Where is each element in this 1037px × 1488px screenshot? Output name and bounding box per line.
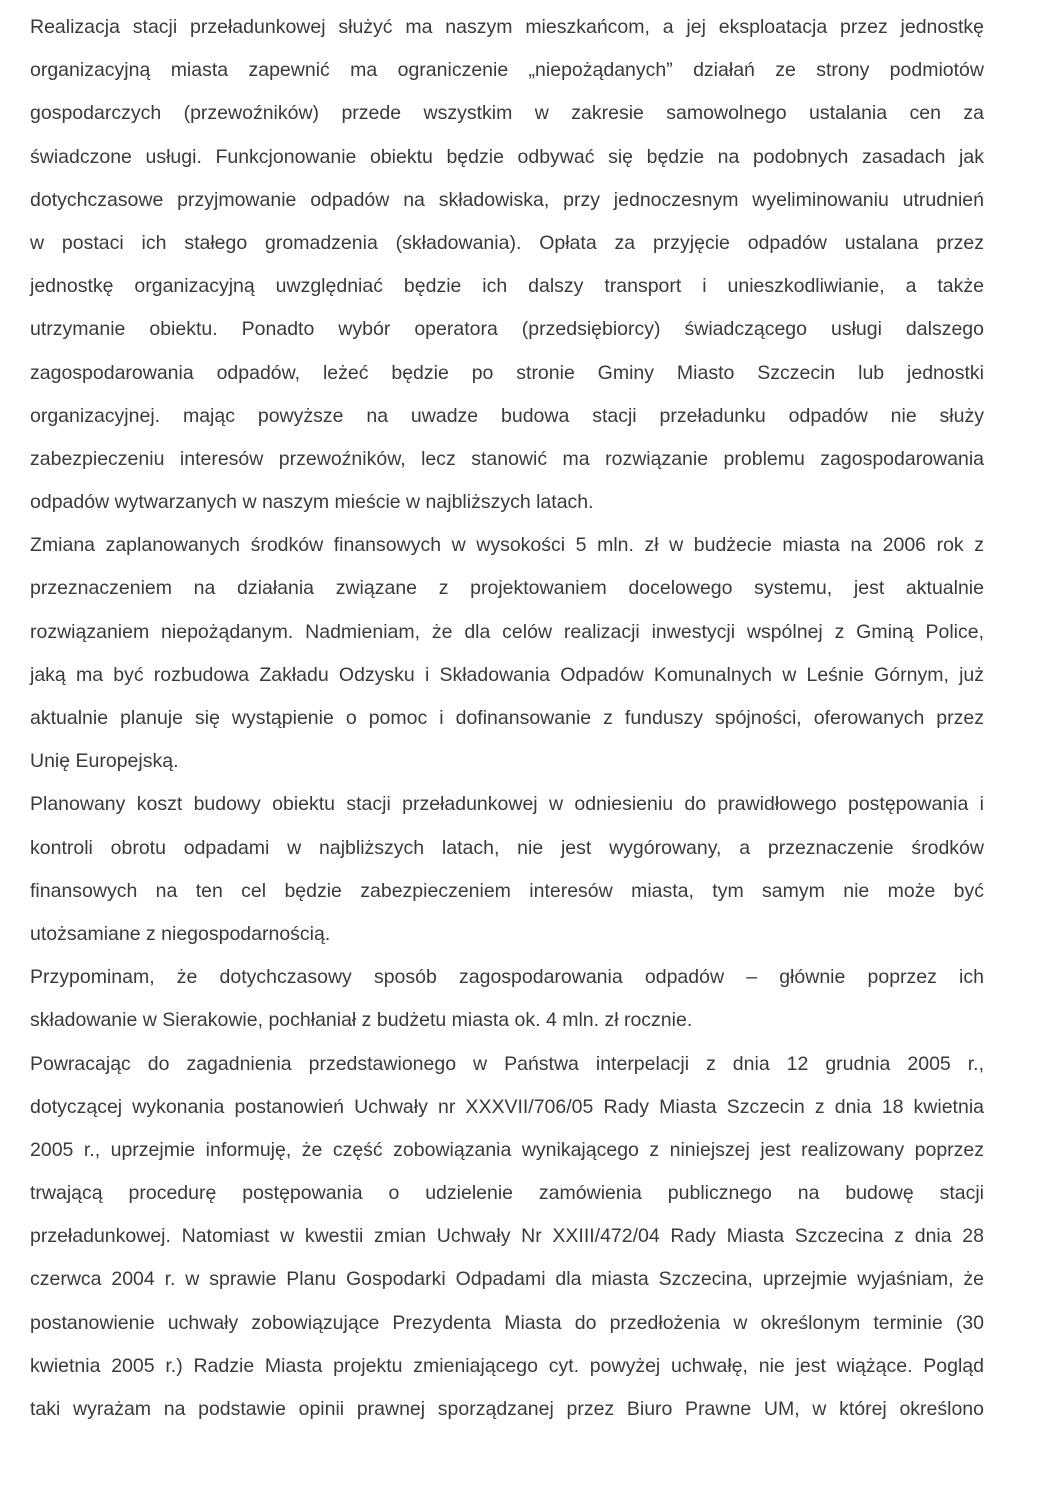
text-line: dotychczasowe przyjmowanie odpadów na składowiska, przy jednoczesnym wyeliminowaniu utrudnień bbox=[30, 188, 984, 211]
paragraph-interpellation-response bbox=[30, 1043, 984, 1432]
paragraph-transfer-station-purpose bbox=[30, 6, 984, 524]
text-line: zabezpieczeniu interesów przewoźników, lecz stanowić ma rozwiązanie problemu zagospodarowania bbox=[30, 447, 984, 470]
text-line: Przypominam, że dotychczasowy sposób zagospodarowania odpadów – głównie poprzez ich bbox=[30, 966, 984, 989]
text-line: postanowienie uchwały zobowiązujące Prezydenta Miasta do przedłożenia w określonym terminie (30 bbox=[30, 1311, 984, 1334]
text-line: Unię Europejską. bbox=[30, 750, 179, 773]
text-line: jaką ma być rozbudowa Zakładu Odzysku i Składowania Odpadów Komunalnych w Leśnie Górnym, już bbox=[30, 663, 984, 686]
text-line: aktualnie planuje się wystąpienie o pomoc i dofinansowanie z funduszy spójności, oferowanych przez bbox=[30, 707, 984, 729]
text-line: przeładunkowej. Natomiast w kwestii zmian Uchwały Nr XXIII/472/04 Rady Miasta Szczecina z dnia 28 bbox=[30, 1225, 984, 1248]
text-line: przeznaczeniem na działania związane z projektowaniem docelowego systemu, jest aktualnie bbox=[30, 577, 984, 600]
paragraph-budget-change bbox=[30, 524, 984, 783]
text-line: rozwiązaniem niepożądanym. Nadmieniam, że dla celów realizacji inwestycji wspólnej z Gminą Police, bbox=[30, 620, 984, 643]
text-line: dotyczącej wykonania postanowień Uchwały nr XXXVII/706/05 Rady Miasta Szczecin z dnia 18 kwietnia bbox=[30, 1095, 984, 1118]
text-line: Planowany koszt budowy obiektu stacji przeładunkowej w odniesieniu do prawidłowego postępowania i bbox=[30, 793, 984, 816]
text-line: kontroli obrotu odpadami w najbliższych latach, nie jest wygórowany, a przeznaczenie środków bbox=[30, 836, 984, 859]
text-line: składowanie w Sierakowie, pochłaniał z budżetu miasta ok. 4 mln. zł rocznie. bbox=[30, 1009, 693, 1032]
text-line: utożsamiane z niegospodarnością. bbox=[30, 922, 331, 945]
text-line: jednostkę organizacyjną uwzględniać będzie ich dalszy transport i unieszkodliwianie, a także bbox=[30, 275, 984, 298]
text-line: kwietnia 2005 r.) Radzie Miasta projektu zmieniającego cyt. powyżej uchwałę, nie jest wiążące. Pogląd bbox=[30, 1354, 984, 1377]
paragraph-planned-cost bbox=[30, 783, 984, 956]
text-line: taki wyrażam na podstawie opinii prawnej sporządzanej przez Biuro Prawne UM, w której określono bbox=[30, 1398, 984, 1420]
text-line: Powracając do zagadnienia przedstawionego w Państwa interpelacji z dnia 12 grudnia 2005 r., bbox=[30, 1052, 984, 1075]
text-line: finansowych na ten cel będzie zabezpieczeniem interesów miasta, tym samym nie może być bbox=[30, 879, 984, 902]
text-line: w postaci ich stałego gromadzenia (składowania). Opłata za przyjęcie odpadów ustalana przez bbox=[30, 231, 984, 254]
text-line: gospodarczych (przewoźników) przede wszystkim w zakresie samowolnego ustalania cen za bbox=[30, 102, 984, 125]
paragraph-previous-disposal bbox=[30, 956, 984, 1042]
text-line: trwającą procedurę postępowania o udzielenie zamówienia publicznego na budowę stacji bbox=[30, 1182, 984, 1205]
text-line: Realizacja stacji przeładunkowej służyć ma naszym mieszkańcom, a jej eksploatacja przez jednostkę bbox=[30, 16, 984, 38]
text-line: utrzymanie obiektu. Ponadto wybór operatora (przedsiębiorcy) świadczącego usługi dalszego bbox=[30, 318, 984, 341]
text-line: zagospodarowania odpadów, leżeć będzie po stronie Gminy Miasto Szczecin lub jednostki bbox=[30, 361, 984, 384]
document-page bbox=[30, 6, 984, 1431]
text-line: odpadów wytwarzanych w naszym mieście w najbliższych latach. bbox=[30, 491, 594, 514]
text-line: Zmiana zaplanowanych środków finansowych w wysokości 5 mln. zł w budżecie miasta na 2006 rok z bbox=[30, 534, 984, 557]
text-line: czerwca 2004 r. w sprawie Planu Gospodarki Odpadami dla miasta Szczecina, uprzejmie wyjaśniam, że bbox=[30, 1268, 984, 1291]
text-line: organizacyjną miasta zapewnić ma ograniczenie „niepożądanych” działań ze strony podmiotów bbox=[30, 59, 984, 82]
text-line: 2005 r., uprzejmie informuję, że część zobowiązania wynikającego z niniejszej jest realizowany poprzez bbox=[30, 1138, 984, 1161]
text-line: organizacyjnej. mając powyższe na uwadze budowa stacji przeładunku odpadów nie służy bbox=[30, 404, 984, 427]
text-line: świadczone usługi. Funkcjonowanie obiektu będzie odbywać się będzie na podobnych zasadach jak bbox=[30, 145, 984, 168]
